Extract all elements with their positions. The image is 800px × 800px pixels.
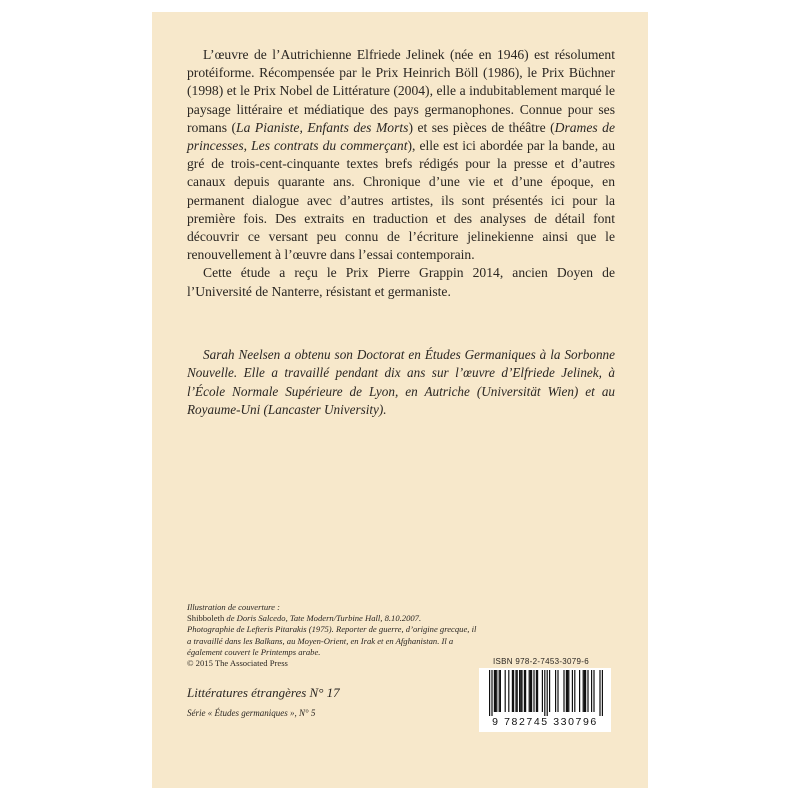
author-bio xyxy=(187,346,615,420)
barcode-bar xyxy=(508,670,509,712)
series-line-1: Littératures étrangères N° 17 xyxy=(187,685,340,700)
barcode-bar xyxy=(520,670,521,712)
abstract-paragraph-2: Cette étude a reçu le Prix Pierre Grappin 2014, ancien Doyen de l’Université de Nanterre, résistant et germaniste. xyxy=(187,265,615,299)
abstract-text: L’œuvre de l’Autrichienne Elfriede Jelinek (née en 1946) est résolument protéiforme. Récompensée par le Prix Heinrich Böll (1986), le Prix Büchner (1998) et le Prix Nobel de Littérature (2004), elle a indubitablement marqué le paysage littéraire et médiatique des pays germanophones. Connue pour ses romans ( xyxy=(187,47,615,135)
barcode-bar xyxy=(495,670,496,712)
barcode-bar xyxy=(505,670,506,712)
barcode-bar xyxy=(591,670,592,712)
barcode-bar xyxy=(529,670,530,712)
credits-work xyxy=(187,613,477,624)
barcode-bar xyxy=(584,670,585,712)
credits-photo: Photographie de Lefteris Pitarakis (1975). Reporter de guerre, d’origine grecque, il a travaillé dans les Balkans, au Moyen-Orient, en Irak et en Afghanistan. Il a également couvert le Printemps arabe. xyxy=(187,624,477,657)
isbn-block xyxy=(479,657,611,732)
work-title: Shibboleth xyxy=(187,613,225,624)
barcode-bar xyxy=(496,670,497,712)
barcode-bar xyxy=(491,670,492,716)
barcode-bar xyxy=(524,670,525,712)
barcode-bar xyxy=(579,670,580,712)
play-title: Les contrats du commerçant xyxy=(251,138,408,154)
barcode-bar xyxy=(494,670,495,712)
barcode-bar xyxy=(531,670,532,712)
barcode-bar xyxy=(500,670,501,712)
barcode-bar xyxy=(547,670,548,716)
barcode-bar xyxy=(512,670,513,712)
abstract xyxy=(187,46,615,301)
barcode-bar xyxy=(602,670,603,716)
cover-credits xyxy=(187,602,477,669)
abstract-text: , xyxy=(243,138,252,154)
barcode-bar xyxy=(530,670,531,712)
barcode-bar xyxy=(537,670,538,712)
barcode-bar xyxy=(525,670,526,712)
barcode-bar xyxy=(563,670,564,712)
barcode-bar xyxy=(517,670,518,712)
barcode-bar xyxy=(566,670,567,712)
series-info xyxy=(187,684,487,720)
isbn-label: ISBN 978-2-7453-3079-6 xyxy=(493,657,589,666)
work-details: de Doris Salcedo, Tate Modern/Turbine Hall, 8.10.2007. xyxy=(224,613,422,624)
barcode-bars xyxy=(479,668,611,716)
credits-label: Illustration de couverture : xyxy=(187,602,280,612)
barcode-bar xyxy=(574,670,575,712)
barcode-bar xyxy=(521,670,522,712)
barcode-bar xyxy=(515,670,516,712)
barcode-bar xyxy=(489,670,490,716)
barcode-bar xyxy=(572,670,573,712)
barcode-bar xyxy=(536,670,537,712)
barcode-bar xyxy=(587,670,588,712)
barcode-bar xyxy=(555,670,556,712)
barcode-bar xyxy=(533,670,534,712)
novel-titles: La Pianiste, Enfants des Morts xyxy=(236,119,409,135)
barcode-bar xyxy=(583,670,584,712)
play-title: Drames de princesses xyxy=(187,119,616,154)
barcode-bar xyxy=(549,670,550,712)
isbn-digits: 9 782745 330796 xyxy=(492,716,598,728)
author-bio-text: Sarah Neelsen a obtenu son Doctorat en Études Germaniques à la Sorbonne Nouvelle. Elle a travaillé pendant dix ans sur l’œuvre d’Elfriede Jelinek, à l’École Normale Supérieure de Lyon, en Autriche (Universität Wien) et au Royaume-Uni (Lancaster University). xyxy=(187,347,615,418)
abstract-paragraph-1 xyxy=(187,46,615,264)
barcode-bar xyxy=(499,670,500,712)
barcode-bar xyxy=(544,670,545,716)
barcode-bar xyxy=(567,670,568,712)
barcode-bar xyxy=(557,670,558,712)
barcode-bar xyxy=(519,670,520,712)
barcode-bar xyxy=(593,670,594,712)
series-line-2: Série « Études germaniques », N° 5 xyxy=(187,708,316,718)
barcode-bar xyxy=(542,670,543,712)
barcode-bar xyxy=(513,670,514,712)
barcode-bar xyxy=(599,670,600,716)
abstract-text: ), elle est ici abordée par la bande, au gré de trois-cent-cinquante textes brefs rédigés pour la presse et d’autres canaux depuis quarante ans. Chronique d’une vie et d’une époque, en permanent dialogue avec d’autres artistes, ils sont présentés ici pour la première fois. Des extraits en traduction et des analyses de détail font découvrir ce versant peu connu de l’écriture jelinekienne ainsi que le renouvellement à l’œuvre dans l’essai contemporain. xyxy=(187,138,615,263)
barcode xyxy=(479,668,611,732)
barcode-bar xyxy=(568,670,569,712)
credits-copyright: © 2015 The Associated Press xyxy=(187,658,288,669)
abstract-text: ) et ses pièces de théâtre ( xyxy=(408,119,555,135)
barcode-bar xyxy=(585,670,586,712)
